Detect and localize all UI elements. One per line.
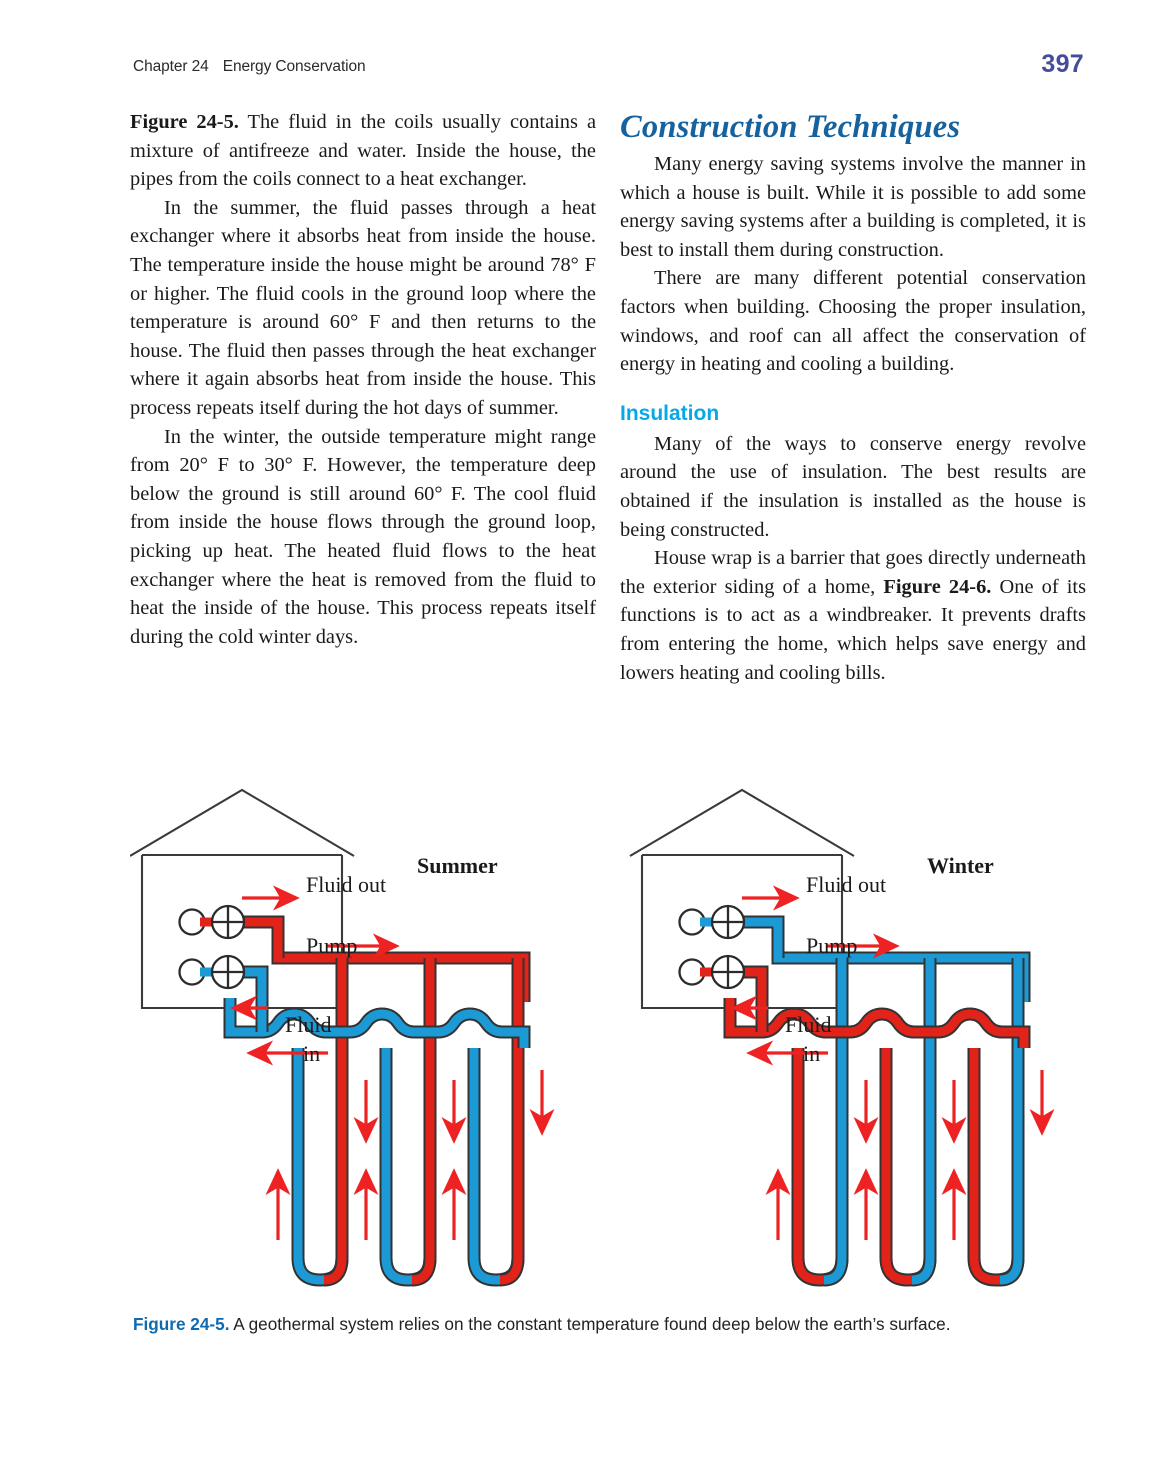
body-column-left (130, 108, 596, 651)
loop-head-bridges-summer (282, 1036, 298, 1048)
paragraph-conservation-factors: There are many different potential conservation factors when building. Choosing the proper insulation, windows, and roof can all affect the conservation of energy in heating and cooling a building. (620, 267, 1086, 376)
bore-loops-winter (798, 1002, 1018, 1280)
fluid-out-label-winter: Fluid out (806, 872, 887, 897)
figure-caption-text: A geothermal system relies on the constant temperature found deep below the earth’s surface. (229, 1314, 951, 1334)
subsection-heading-insulation: Insulation (620, 401, 720, 425)
figure-caption-label: Figure 24-5. (133, 1314, 230, 1334)
geothermal-system-svg (130, 780, 1090, 1300)
paragraph-insulation-intro: Many of the ways to conserve energy revolve around the use of insulation. The best results are obtained if the insulation is installed as the house is being constructed. (620, 432, 1086, 541)
page-number: 397 (1041, 50, 1084, 78)
paragraph-house-wrap (620, 544, 1086, 687)
season-label-winter: Winter (927, 853, 994, 878)
fluid-in-label-summer-line1: Fluid (285, 1012, 332, 1037)
running-head-title: Energy Conservation (222, 58, 366, 75)
pump-label-winter: Pump (806, 933, 858, 958)
fluid-in-label-summer-line2: in (303, 1041, 321, 1066)
figure-reference-24-6: Figure 24-6. (883, 575, 992, 598)
pump-label-summer: Pump (306, 933, 358, 958)
paragraph-text-b: One of its functions is to act as a windbreaker. It prevents drafts from entering the home, which helps save energy and lowers heating and cooling bills. (620, 575, 1087, 684)
bore-loops-summer (298, 1002, 518, 1280)
paragraph-text-a: House wrap is a barrier that goes directly underneath the exterior siding of a home, (620, 547, 1086, 598)
figure-24-5-geothermal-diagram (130, 780, 1090, 1300)
running-head (133, 58, 366, 76)
body-column-right (620, 108, 1086, 687)
winter-panel (630, 790, 1042, 1280)
figure-caption (133, 1313, 993, 1336)
fluid-in-label-winter-line1: Fluid (785, 1012, 832, 1037)
summer-panel (130, 790, 542, 1280)
section-heading-construction-techniques: Construction Techniques (620, 109, 961, 145)
paragraph-energy-saving-systems: Many energy saving systems involve the manner in which a house is built. While it is possible to add some energy saving systems after a building is completed, it is best to install them during construction. (620, 153, 1086, 261)
running-head-chapter: Chapter 24 (133, 58, 209, 75)
fluid-out-label-summer: Fluid out (306, 872, 387, 897)
fluid-in-label-winter-line2: in (803, 1041, 821, 1066)
figure-reference-lead: Figure 24-5. (130, 111, 239, 133)
paragraph-figure-24-5-continued (130, 108, 596, 194)
paragraph-summer-operation: In the summer, the fluid passes through a heat exchanger where it absorbs heat from inside the house. The temperature inside the house might be around 78° F or higher. The fluid cools in the ground loop where the temperature is around 60° F and then returns to the house. The fluid then passes through the heat exchanger where it again absorbs heat from inside the house. This process repeats itself during the hot days of summer. (130, 196, 596, 419)
paragraph-winter-operation: In the winter, the outside temperature might range from 20° F to 30° F. However, the temperature deep below the ground is still around 60° F. The cool fluid from inside the house flows through the ground loop, picking up heat. The heated fluid flows to the heat exchanger where the heat is removed from the fluid to heat the inside of the house. This process repeats itself during the cold winter days. (130, 425, 596, 648)
paragraph-text: The fluid in the coils usually contains a mixture of antifreeze and water. Inside the house, the pipes from the coils connect to a heat exchanger. (130, 111, 596, 191)
season-label-summer: Summer (417, 853, 498, 878)
